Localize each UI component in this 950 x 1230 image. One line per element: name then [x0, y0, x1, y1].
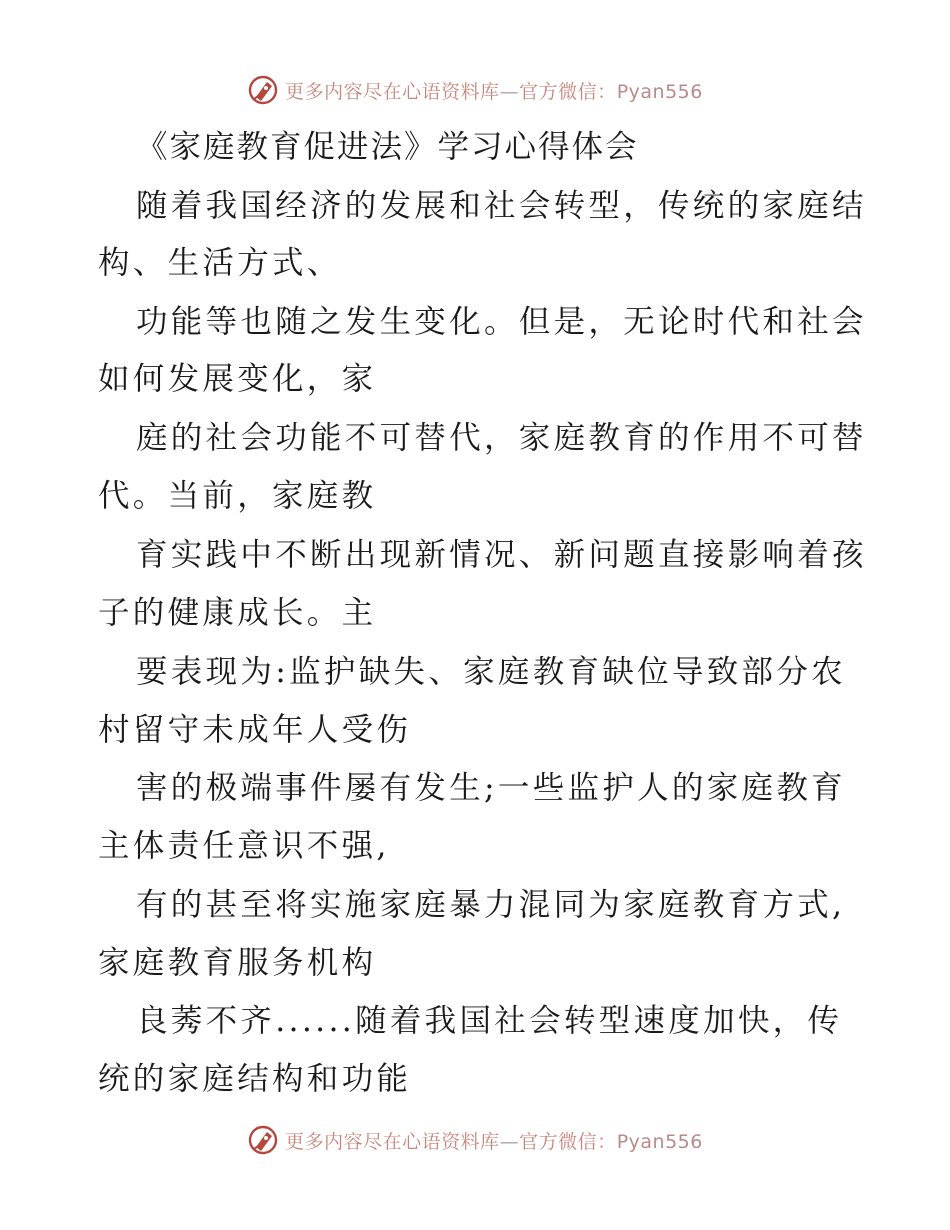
watermark-official: 官方微信： — [519, 80, 617, 103]
paragraph-line: 有的甚至将实施家庭暴力混同为家庭教育方式, — [136, 887, 846, 923]
paragraph-line: 功能等也随之发生变化。但是，无论时代和社会 — [136, 304, 867, 340]
watermark-text — [285, 1127, 703, 1154]
paragraph-line: 庭的社会功能不可替代，家庭教育的作用不可替 — [136, 420, 867, 456]
paragraph-line: 随着我国经济的发展和社会转型，传统的家庭结 — [136, 188, 867, 224]
paragraph-line: 害的极端事件屡有发生;一些监护人的家庭教育 — [136, 770, 846, 806]
paragraph-line: 如何发展变化，家 — [98, 361, 377, 397]
paragraph-line: 村留守未成年人受伤 — [98, 712, 412, 748]
watermark-brand: 更多内容尽在心语资料库 — [285, 1130, 500, 1153]
paragraph-line: 统的家庭结构和功能 — [98, 1061, 412, 1097]
paragraph-line: 代。当前，家庭教 — [98, 478, 377, 514]
watermark-brand: 更多内容尽在心语资料库 — [285, 80, 500, 103]
paragraph-line: 良莠不齐......随着我国社会转型速度加快，传 — [136, 1003, 843, 1039]
paragraph-line: 构、生活方式、 — [98, 245, 342, 281]
paragraph-line: 要表现为:监护缺失、家庭教育缺位导致部分农 — [136, 654, 846, 690]
pen-nib-circle-icon — [247, 1124, 279, 1156]
watermark-wechat-id: Pyan556 — [616, 1130, 703, 1153]
footer-watermark — [0, 1120, 950, 1160]
watermark-dash: — — [499, 1130, 520, 1153]
watermark-dash: — — [499, 80, 520, 103]
paragraph-line: 家庭教育服务机构 — [98, 945, 377, 981]
watermark-wechat-id: Pyan556 — [616, 80, 703, 103]
paragraph-line: 主体责任意识不强, — [98, 828, 390, 864]
document-title: 《家庭教育促进法》学习心得体会 — [136, 129, 639, 165]
watermark-official: 官方微信： — [519, 1130, 617, 1153]
paragraph-line: 育实践中不断出现新情况、新问题直接影响着孩 — [136, 537, 867, 573]
paragraph-line: 子的健康成长。主 — [98, 595, 377, 631]
